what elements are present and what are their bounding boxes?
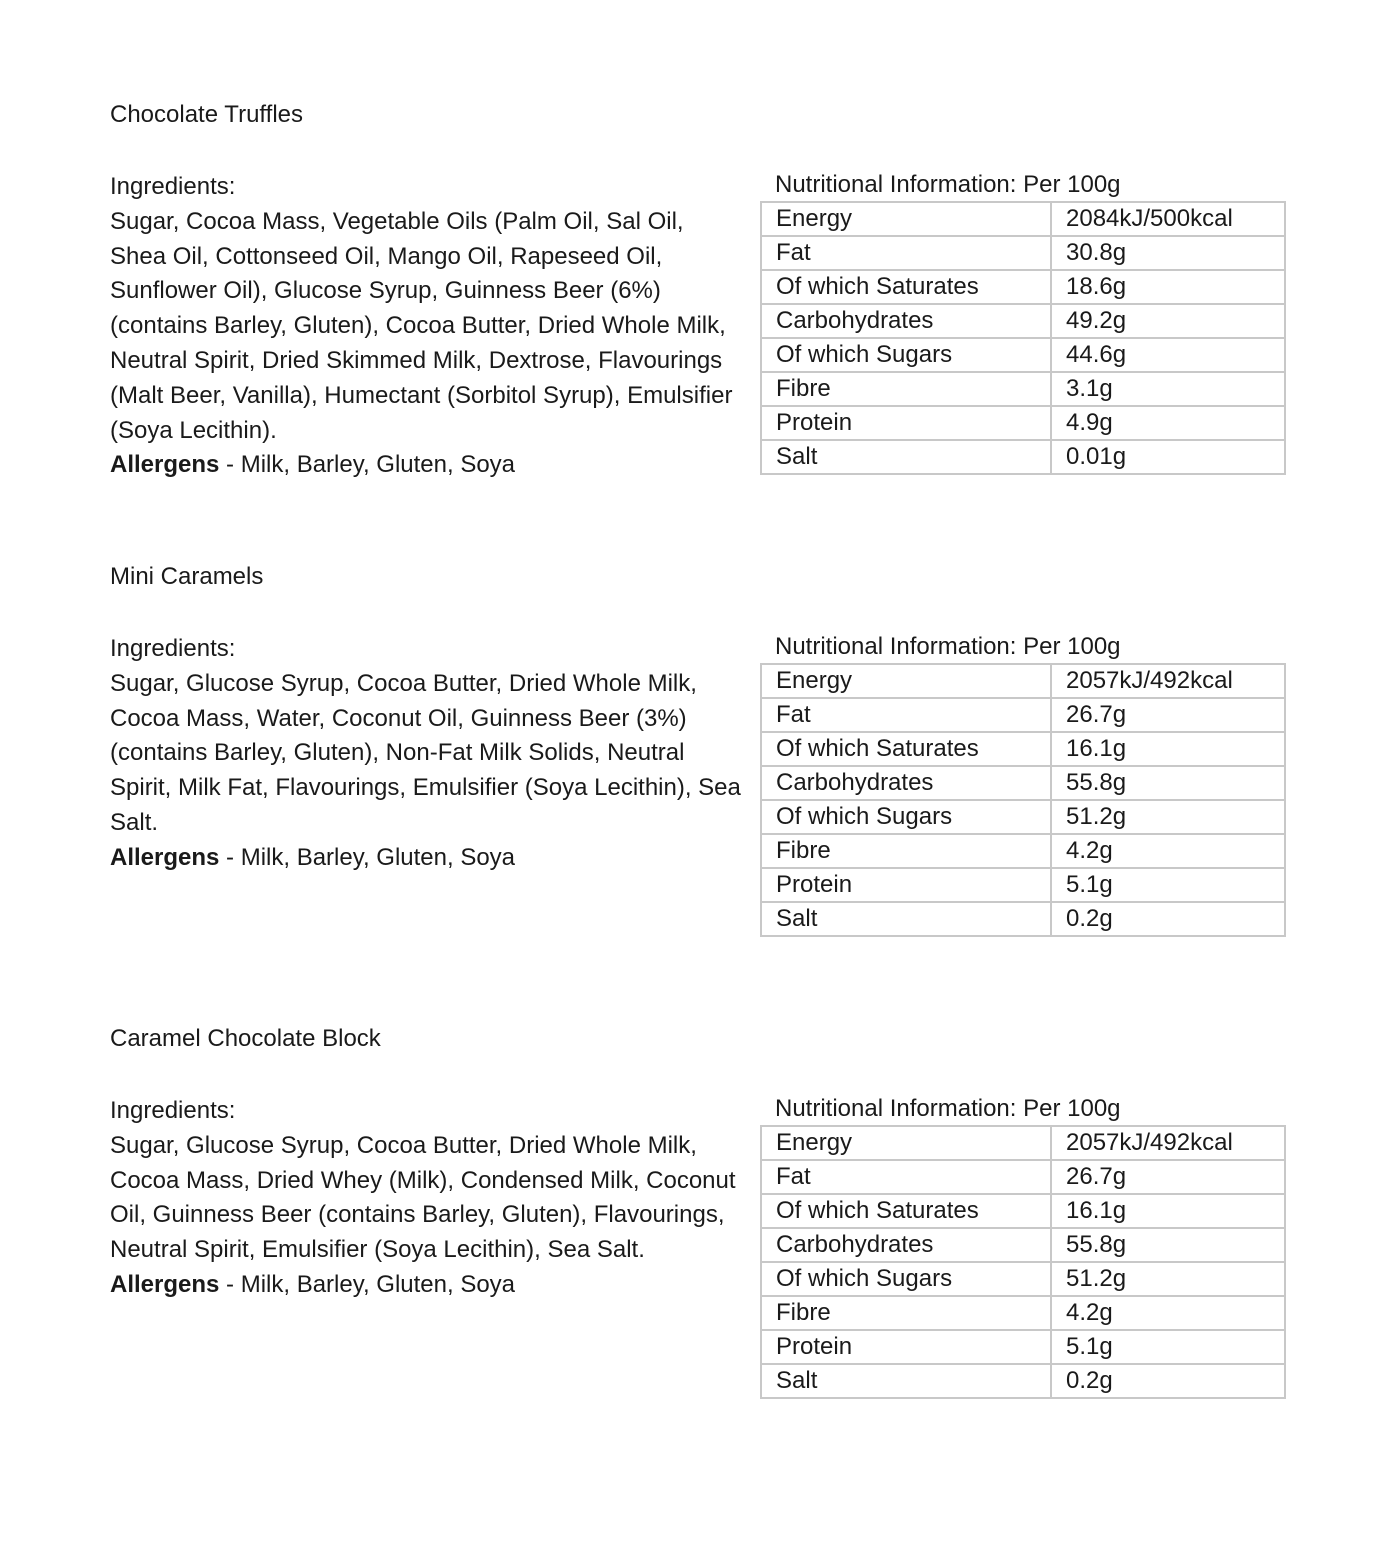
nutrient-value: 4.2g xyxy=(1051,1296,1285,1330)
table-row xyxy=(761,1194,1285,1228)
product-title: Mini Caramels xyxy=(110,563,264,590)
nutrient-value: 2057kJ/492kcal xyxy=(1051,1126,1285,1160)
nutrition-table xyxy=(760,201,1286,475)
table-row xyxy=(761,372,1285,406)
product-title: Chocolate Truffles xyxy=(110,101,303,128)
nutrient-label: Fibre xyxy=(761,834,1051,868)
nutrient-label: Protein xyxy=(761,406,1051,440)
nutrient-label: Energy xyxy=(761,1126,1051,1160)
nutrient-label: Protein xyxy=(761,868,1051,902)
table-row xyxy=(761,1262,1285,1296)
allergens-label: Allergens xyxy=(110,843,220,871)
allergens-text: - Milk, Barley, Gluten, Soya xyxy=(219,451,516,479)
nutrient-value: 16.1g xyxy=(1051,732,1285,766)
table-row xyxy=(761,338,1285,372)
nutrient-value: 16.1g xyxy=(1051,1194,1285,1228)
nutrition-heading: Nutritional Information: Per 100g xyxy=(775,171,1121,198)
nutrient-label: Energy xyxy=(761,664,1051,698)
nutrient-label: Of which Sugars xyxy=(761,1262,1051,1296)
nutrient-label: Fat xyxy=(761,236,1051,270)
allergens-text: - Milk, Barley, Gluten, Soya xyxy=(219,843,516,871)
table-row xyxy=(761,1126,1285,1160)
nutrient-label: Of which Sugars xyxy=(761,800,1051,834)
table-row xyxy=(761,270,1285,304)
nutrient-label: Carbohydrates xyxy=(761,1228,1051,1262)
nutrient-label: Fibre xyxy=(761,372,1051,406)
table-row xyxy=(761,902,1285,936)
nutrient-label: Fibre xyxy=(761,1296,1051,1330)
table-row xyxy=(761,304,1285,338)
table-row xyxy=(761,834,1285,868)
nutrient-label: Fat xyxy=(761,698,1051,732)
nutrient-label: Of which Saturates xyxy=(761,270,1051,304)
nutrient-value: 18.6g xyxy=(1051,270,1285,304)
table-row xyxy=(761,202,1285,236)
allergens-text: - Milk, Barley, Gluten, Soya xyxy=(219,1270,516,1298)
table-row xyxy=(761,868,1285,902)
ingredients-text: Sugar, Glucose Syrup, Cocoa Butter, Dried Whole Milk, Cocoa Mass, Water, Coconut Oil, Guinness Beer (3%) (contains Barley, Gluten), Non-Fat Milk Solids, Neutral Spirit, Milk Fat, Flavourings, Emulsifier (Soya Lecithin), Sea Salt. xyxy=(110,669,741,836)
table-row xyxy=(761,1160,1285,1194)
table-row xyxy=(761,1330,1285,1364)
nutrient-value: 30.8g xyxy=(1051,236,1285,270)
table-row xyxy=(761,236,1285,270)
table-row xyxy=(761,406,1285,440)
product-title: Caramel Chocolate Block xyxy=(110,1025,381,1052)
ingredients-block xyxy=(110,1094,742,1303)
ingredients-text: Sugar, Cocoa Mass, Vegetable Oils (Palm Oil, Sal Oil, Shea Oil, Cottonseed Oil, Mango Oil, Rapeseed Oil, Sunflower Oil), Glucose Syrup, Guinness Beer (6%) (contains Barley, Gluten), Cocoa Butter, Dried Whole Milk, Neutral Spirit, Dried Skimmed Milk, Dextrose, Flavourings (Malt Beer, Vanilla), Humectant (Sorbitol Syrup), Emulsifier (Soya Lecithin). xyxy=(110,207,733,444)
allergens-label: Allergens xyxy=(110,451,220,479)
allergens-line xyxy=(110,1268,742,1303)
nutrient-value: 0.2g xyxy=(1051,902,1285,936)
nutrient-label: Fat xyxy=(761,1160,1051,1194)
ingredients-text: Sugar, Glucose Syrup, Cocoa Butter, Dried Whole Milk, Cocoa Mass, Dried Whey (Milk), Condensed Milk, Coconut Oil, Guinness Beer (contains Barley, Gluten), Flavourings, Neutral Spirit, Emulsifier (Soya Lecithin), Sea Salt. xyxy=(110,1131,736,1264)
table-row xyxy=(761,800,1285,834)
nutrient-value: 0.01g xyxy=(1051,440,1285,474)
nutrient-value: 5.1g xyxy=(1051,1330,1285,1364)
allergens-label: Allergens xyxy=(110,1270,220,1298)
ingredients-heading: Ingredients: xyxy=(110,635,236,662)
nutrient-value: 55.8g xyxy=(1051,766,1285,800)
ingredients-heading: Ingredients: xyxy=(110,173,236,200)
table-row xyxy=(761,1364,1285,1398)
nutrient-value: 51.2g xyxy=(1051,800,1285,834)
nutrient-value: 44.6g xyxy=(1051,338,1285,372)
nutrient-value: 3.1g xyxy=(1051,372,1285,406)
table-row xyxy=(761,698,1285,732)
nutrient-value: 0.2g xyxy=(1051,1364,1285,1398)
nutrient-label: Salt xyxy=(761,440,1051,474)
product-section xyxy=(0,100,1398,562)
nutrition-table xyxy=(760,663,1286,937)
nutrition-heading: Nutritional Information: Per 100g xyxy=(775,1095,1121,1122)
nutrient-value: 26.7g xyxy=(1051,698,1285,732)
nutrient-value: 4.9g xyxy=(1051,406,1285,440)
allergens-line xyxy=(110,841,742,876)
nutrition-heading: Nutritional Information: Per 100g xyxy=(775,633,1121,660)
nutrient-value: 51.2g xyxy=(1051,1262,1285,1296)
nutrient-label: Carbohydrates xyxy=(761,304,1051,338)
table-row xyxy=(761,664,1285,698)
nutrient-label: Of which Saturates xyxy=(761,732,1051,766)
product-section xyxy=(0,1024,1398,1486)
table-row xyxy=(761,732,1285,766)
table-row xyxy=(761,766,1285,800)
nutrient-label: Energy xyxy=(761,202,1051,236)
table-row xyxy=(761,440,1285,474)
nutrient-label: Salt xyxy=(761,902,1051,936)
table-row xyxy=(761,1228,1285,1262)
product-section xyxy=(0,562,1398,1024)
nutrient-label: Of which Saturates xyxy=(761,1194,1051,1228)
table-row xyxy=(761,1296,1285,1330)
nutrient-label: Protein xyxy=(761,1330,1051,1364)
nutrient-value: 5.1g xyxy=(1051,868,1285,902)
nutrient-label: Of which Sugars xyxy=(761,338,1051,372)
nutrient-value: 55.8g xyxy=(1051,1228,1285,1262)
ingredients-block xyxy=(110,170,742,483)
nutrient-value: 2084kJ/500kcal xyxy=(1051,202,1285,236)
nutrient-label: Salt xyxy=(761,1364,1051,1398)
nutrition-table xyxy=(760,1125,1286,1399)
nutrient-value: 49.2g xyxy=(1051,304,1285,338)
nutrient-value: 26.7g xyxy=(1051,1160,1285,1194)
nutrient-value: 2057kJ/492kcal xyxy=(1051,664,1285,698)
nutrient-value: 4.2g xyxy=(1051,834,1285,868)
nutrient-label: Carbohydrates xyxy=(761,766,1051,800)
ingredients-heading: Ingredients: xyxy=(110,1097,236,1124)
allergens-line xyxy=(110,448,742,483)
ingredients-block xyxy=(110,632,742,876)
